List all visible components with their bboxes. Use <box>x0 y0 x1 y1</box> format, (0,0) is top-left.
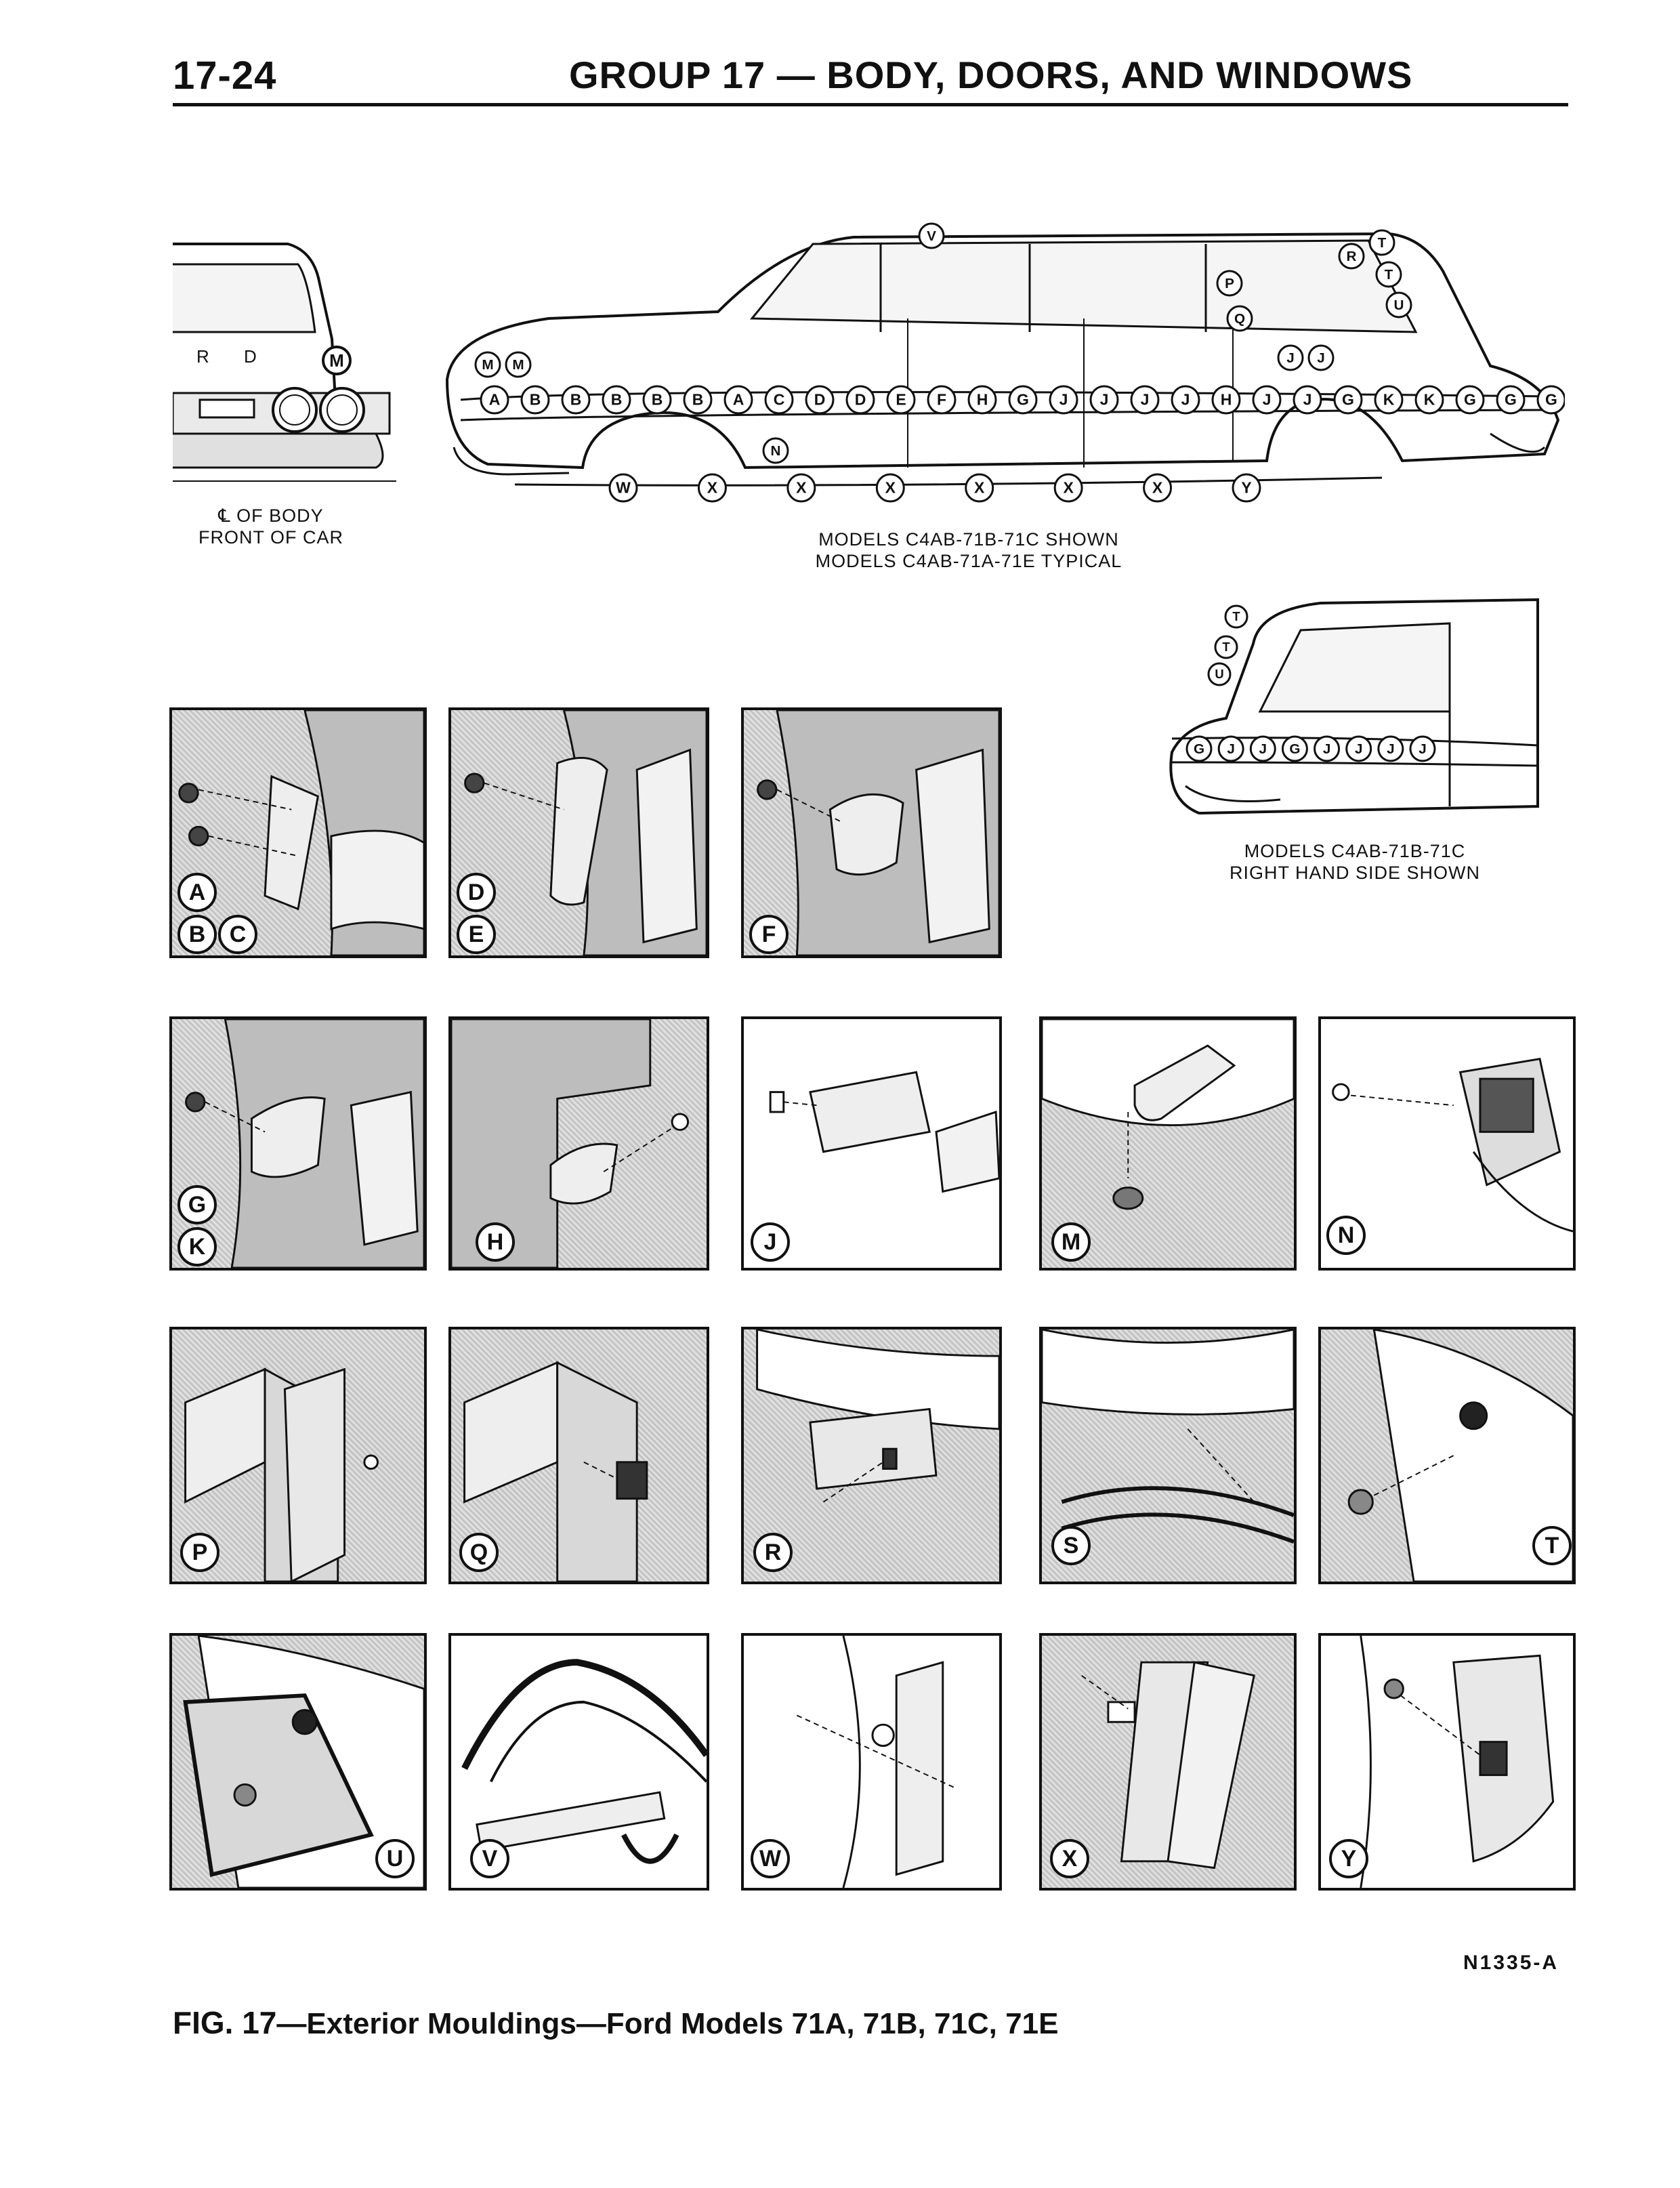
svg-text:J: J <box>1354 741 1363 757</box>
panel-label-f: F <box>749 915 789 954</box>
svg-text:J: J <box>1181 390 1190 409</box>
detail-panel-n <box>1318 1016 1576 1271</box>
side-strip-callout <box>1172 386 1199 413</box>
side-roof-callout <box>1217 271 1242 295</box>
side-hood-callout <box>506 352 530 377</box>
svg-text:C: C <box>773 390 785 409</box>
side-hood-callout <box>476 352 500 377</box>
svg-text:M: M <box>512 356 524 373</box>
side-strip-callout <box>481 386 508 413</box>
side-strip-callout <box>1131 386 1158 413</box>
svg-text:J: J <box>1322 741 1331 757</box>
detail-panel-j <box>741 1016 1002 1271</box>
side-roof-callout <box>1227 306 1252 331</box>
front-callout-m: M <box>322 346 352 375</box>
svg-text:G: G <box>1193 741 1205 757</box>
front-caption-line1: ℄ OF BODY <box>218 505 324 526</box>
side-callouts <box>434 217 1565 515</box>
detail-panel-w <box>741 1633 1002 1891</box>
rh-strip-callout <box>1251 737 1275 761</box>
rh-strip-callout <box>1379 737 1403 761</box>
front-caption-line2: FRONT OF CAR <box>198 527 343 548</box>
svg-text:D: D <box>244 346 257 367</box>
svg-text:X: X <box>1152 478 1163 497</box>
side-lower-callout <box>877 474 904 501</box>
svg-text:K: K <box>1423 390 1435 409</box>
panel-label-e: E <box>457 915 496 954</box>
side-strip-callout <box>806 386 833 413</box>
svg-text:B: B <box>692 390 704 409</box>
rh-strip-callout <box>1187 737 1211 761</box>
svg-text:U: U <box>1393 297 1404 313</box>
detail-panel-p <box>169 1327 427 1584</box>
side-roof-callout <box>919 224 944 248</box>
panel-label-x: X <box>1050 1839 1089 1878</box>
side-caption <box>799 529 1138 572</box>
side-strip-callout <box>1050 386 1077 413</box>
rh-callouts <box>1145 583 1551 827</box>
panel-label-y: Y <box>1329 1839 1368 1878</box>
svg-text:J: J <box>1419 741 1427 757</box>
detail-panel-r <box>741 1327 1002 1584</box>
side-strip-callout <box>1213 386 1240 413</box>
rh-roof-callout <box>1225 606 1247 627</box>
svg-text:B: B <box>610 390 623 409</box>
rh-caption-line2: RIGHT HAND SIDE SHOWN <box>1229 863 1481 883</box>
panel-label-m: M <box>1051 1222 1091 1262</box>
detail-panel-a-b-c <box>169 707 427 958</box>
svg-text:R: R <box>1346 248 1357 264</box>
svg-text:H: H <box>976 390 988 409</box>
rh-roof-callout <box>1215 636 1237 658</box>
svg-text:P: P <box>1225 275 1234 291</box>
side-strip-callout <box>1091 386 1118 413</box>
svg-text:X: X <box>1063 478 1074 497</box>
rh-caption <box>1226 840 1484 884</box>
svg-text:A: A <box>732 390 744 409</box>
panel-label-h: H <box>476 1222 515 1262</box>
side-strip-callout <box>684 386 711 413</box>
svg-text:W: W <box>616 478 631 497</box>
panel-label-t: T <box>1532 1526 1572 1565</box>
rh-strip-callout <box>1410 737 1435 761</box>
side-strip-callout <box>1375 386 1402 413</box>
svg-text:X: X <box>974 478 985 497</box>
figure-number: FIG. 17 <box>173 2005 277 2040</box>
detail-panel-h <box>448 1016 709 1271</box>
detail-panel-s <box>1039 1327 1297 1584</box>
figure-id: N1335-A <box>1463 1952 1559 1974</box>
svg-text:D: D <box>854 390 866 409</box>
svg-text:Q: Q <box>1234 310 1246 327</box>
side-strip-callout <box>1335 386 1362 413</box>
side-strip-callout <box>1294 386 1321 413</box>
svg-text:N: N <box>770 442 781 459</box>
rh-roof-callout <box>1209 663 1230 685</box>
side-belt-callout <box>1278 346 1303 370</box>
svg-text:A: A <box>488 390 501 409</box>
side-strip-callout <box>1253 386 1280 413</box>
side-strip-callout <box>603 386 630 413</box>
side-lower-callout <box>788 474 815 501</box>
svg-text:R: R <box>196 346 209 367</box>
svg-text:E: E <box>896 390 906 409</box>
panel-label-a: A <box>177 873 217 912</box>
svg-text:V: V <box>927 228 936 244</box>
side-roof-callout <box>1339 244 1364 268</box>
svg-text:D: D <box>814 390 826 409</box>
svg-text:J: J <box>1317 350 1325 366</box>
side-strip-callout <box>847 386 874 413</box>
svg-text:B: B <box>570 390 582 409</box>
panel-label-w: W <box>751 1839 790 1878</box>
svg-text:M: M <box>482 356 494 373</box>
svg-text:T: T <box>1377 234 1387 251</box>
svg-text:G: G <box>1342 390 1354 409</box>
svg-text:B: B <box>529 390 541 409</box>
side-strip-callout <box>887 386 915 413</box>
figure-caption-text: —Exterior Mouldings—Ford Models 71A, 71B, 71C, 71E <box>276 2007 1059 2040</box>
side-lower-callout <box>698 474 726 501</box>
svg-text:B: B <box>651 390 663 409</box>
detail-panel-t <box>1318 1327 1576 1584</box>
svg-text:G: G <box>1505 390 1517 409</box>
side-strip-callout <box>1538 386 1565 413</box>
rh-strip-callout <box>1315 737 1339 761</box>
panel-label-u: U <box>375 1839 415 1878</box>
side-strip-callout <box>1416 386 1443 413</box>
side-lower-callout <box>966 474 993 501</box>
svg-text:G: G <box>1545 390 1557 409</box>
detail-panel-x <box>1039 1633 1297 1891</box>
svg-text:J: J <box>1262 390 1272 409</box>
side-roof-callout <box>1377 262 1401 287</box>
svg-text:J: J <box>1140 390 1150 409</box>
side-lower-callout <box>1144 474 1171 501</box>
svg-text:U: U <box>1215 667 1224 682</box>
svg-text:F: F <box>936 390 947 409</box>
side-roof-callout <box>1387 293 1411 317</box>
side-strip-callout <box>928 386 955 413</box>
detail-panel-v <box>448 1633 709 1891</box>
panel-label-c: C <box>218 915 257 954</box>
side-strip-callout <box>1009 386 1036 413</box>
side-strip-callout <box>969 386 996 413</box>
rh-caption-line1: MODELS C4AB-71B-71C <box>1244 841 1466 861</box>
svg-text:G: G <box>1464 390 1476 409</box>
panel-label-p: P <box>180 1533 219 1572</box>
panel-label-r: R <box>753 1533 793 1572</box>
panel-label-v: V <box>470 1839 509 1878</box>
svg-text:Y: Y <box>1241 478 1252 497</box>
panel-label-k: K <box>177 1227 217 1266</box>
svg-text:T: T <box>1222 640 1230 655</box>
side-strip-callout <box>725 386 752 413</box>
panel-label-j: J <box>751 1222 790 1262</box>
detail-panel-g-k <box>169 1016 427 1271</box>
side-strip-callout <box>644 386 671 413</box>
detail-panel-y <box>1318 1633 1576 1891</box>
figure-caption <box>173 2004 1058 2041</box>
svg-text:X: X <box>707 478 718 497</box>
rh-strip-callout <box>1347 737 1371 761</box>
side-emblem-callout <box>763 438 788 463</box>
detail-panel-f <box>741 707 1002 958</box>
rh-strip-callout <box>1219 737 1243 761</box>
page-title: GROUP 17 — BODY, DOORS, AND WINDOWS <box>569 54 1413 96</box>
side-lower-callout <box>1055 474 1082 501</box>
svg-text:J: J <box>1387 741 1395 757</box>
detail-panel-d-e <box>448 707 709 958</box>
side-belt-callout <box>1309 346 1333 370</box>
panel-label-n: N <box>1326 1216 1366 1255</box>
svg-text:J: J <box>1303 390 1312 409</box>
front-caption <box>190 505 352 548</box>
front-view-diagram <box>173 237 396 495</box>
side-caption-line1: MODELS C4AB-71B-71C SHOWN <box>818 529 1119 550</box>
header-rule <box>173 103 1568 106</box>
panel-label-g: G <box>177 1185 217 1224</box>
svg-text:J: J <box>1259 741 1267 757</box>
panel-label-s: S <box>1051 1526 1091 1565</box>
side-strip-callout <box>522 386 549 413</box>
side-strip-callout <box>1497 386 1524 413</box>
svg-text:X: X <box>796 478 807 497</box>
side-lower-callout <box>1233 474 1260 501</box>
panel-label-b: B <box>177 915 217 954</box>
side-caption-line2: MODELS C4AB-71A-71E TYPICAL <box>815 551 1122 571</box>
svg-text:G: G <box>1017 390 1029 409</box>
svg-text:H: H <box>1220 390 1232 409</box>
side-roof-callout <box>1370 230 1394 255</box>
svg-text:J: J <box>1286 350 1295 366</box>
side-strip-callout <box>562 386 589 413</box>
svg-text:J: J <box>1099 390 1109 409</box>
svg-text:T: T <box>1232 609 1240 624</box>
svg-text:K: K <box>1383 390 1395 409</box>
detail-panel-u <box>169 1633 427 1891</box>
detail-panel-q <box>448 1327 709 1584</box>
page-number: 17-24 <box>173 54 277 98</box>
side-strip-callout <box>1456 386 1484 413</box>
panel-label-q: Q <box>459 1533 499 1572</box>
side-lower-callout <box>610 474 637 501</box>
svg-text:G: G <box>1289 741 1301 757</box>
panel-label-d: D <box>457 873 496 912</box>
svg-text:J: J <box>1059 390 1068 409</box>
detail-panel-m <box>1039 1016 1297 1271</box>
rh-strip-callout <box>1282 737 1307 761</box>
svg-text:X: X <box>885 478 896 497</box>
svg-text:J: J <box>1227 741 1235 757</box>
svg-text:T: T <box>1384 266 1393 283</box>
side-strip-callout <box>765 386 793 413</box>
